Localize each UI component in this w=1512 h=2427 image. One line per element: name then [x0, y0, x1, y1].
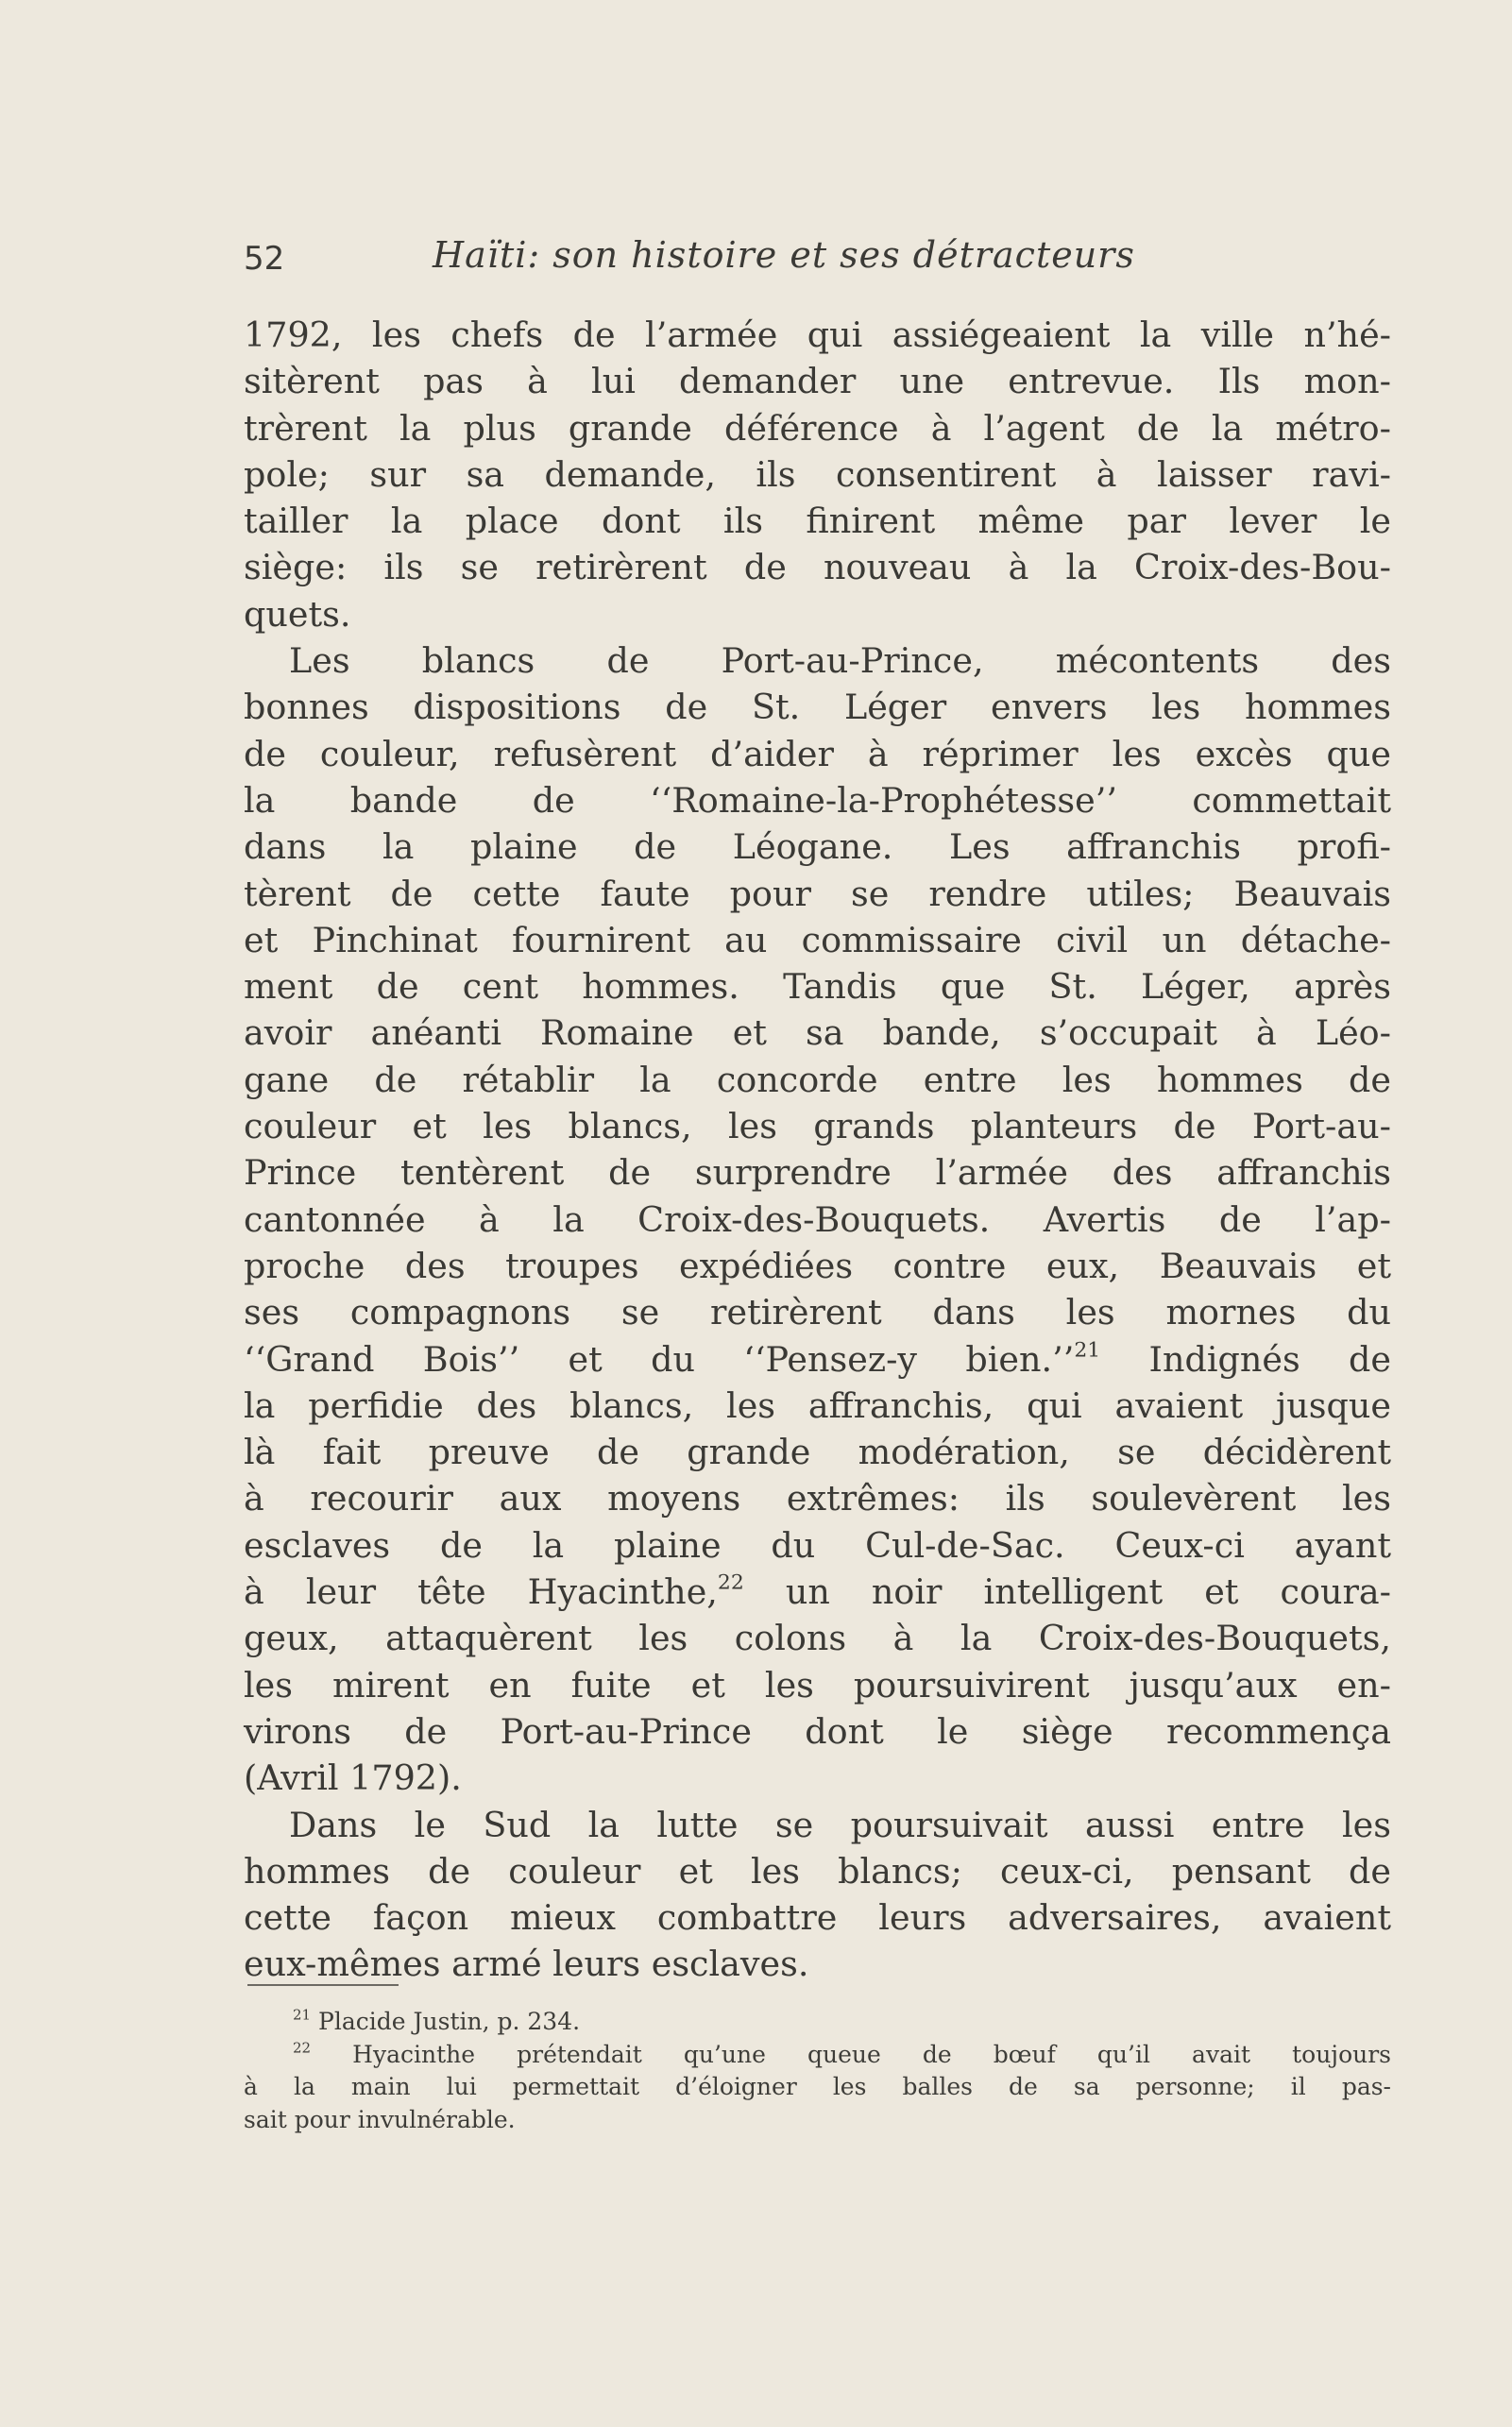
text-line: pole; sur sa demande, ils consentirent à laisser ravi-: [244, 453, 1391, 495]
text-line: tèrent de cette faute pour se rendre utiles; Beauvais: [244, 873, 1391, 914]
footnote-22-line: à la main lui permettait d’éloigner les balles de sa personne; il pas-: [244, 2073, 1391, 2100]
text-fragment: un noir intelligent et coura-: [743, 1571, 1391, 1613]
text-line: esclaves de la plaine du Cul-de-Sac. Ceux-ci ayant: [244, 1524, 1391, 1566]
text-line: Les blancs de Port-au-Prince, mécontents des: [289, 640, 1391, 682]
running-head: [244, 234, 1202, 287]
text-line: proche des troupes expédiées contre eux, Beauvais et: [244, 1245, 1391, 1286]
text-line: (Avril 1792).: [244, 1757, 462, 1799]
text-line: cette façon mieux combattre leurs adversaires, avaient: [244, 1897, 1391, 1939]
text-fragment: à leur tête Hyacinthe,: [244, 1571, 718, 1613]
text-line: hommes de couleur et les blancs; ceux-ci, pensant de: [244, 1850, 1391, 1892]
text-line: virons de Port-au-Prince dont le siège recommença: [244, 1710, 1391, 1752]
text-line: sitèrent pas à lui demander une entrevue. Ils mon-: [244, 361, 1391, 402]
text-fragment: Indignés de: [1100, 1338, 1391, 1380]
text-fragment: ‘‘Grand Bois’’ et du ‘‘Pensez-y bien.’’: [244, 1338, 1075, 1380]
text-line: eux-mêmes armé leurs esclaves.: [244, 1943, 809, 1985]
text-line: les mirent en fuite et les poursuivirent jusqu’aux en-: [244, 1664, 1391, 1706]
text-line: trèrent la plus grande déférence à l’agent de la métro-: [244, 407, 1391, 449]
text-line: là fait preuve de grande modération, se décidèrent: [244, 1432, 1391, 1473]
footnote-22-line: sait pour invulnérable.: [244, 2105, 516, 2133]
footnote-text: Hyacinthe prétendait qu’une queue de bœuf qu’il avait toujours: [311, 2040, 1391, 2068]
text-line-with-note-ref: [244, 1336, 1391, 1383]
text-line: Dans le Sud la lutte se poursuivait aussi entre les: [289, 1804, 1391, 1845]
footnote-22: [244, 2039, 1391, 2072]
text-line: tailler la place dont ils finirent même par lever le: [244, 501, 1391, 542]
text-line: quets.: [244, 593, 351, 635]
text-line: geux, attaquèrent les colons à la Croix-des-Bouquets,: [244, 1618, 1391, 1659]
footnote-21: [244, 2006, 1391, 2039]
footnote-text: Placide Justin, p. 234.: [311, 2008, 581, 2035]
text-line: gane de rétablir la concorde entre les hommes de: [244, 1059, 1391, 1100]
text-line: ment de cent hommes. Tandis que St. Léger, après: [244, 966, 1391, 1008]
text-line: couleur et les blancs, les grands planteurs de Port-au-: [244, 1106, 1391, 1147]
text-line: à recourir aux moyens extrêmes: ils soulevèrent les: [244, 1478, 1391, 1519]
book-title: Haïti: son histoire et ses détracteurs: [433, 234, 1135, 276]
footnote-ref-22: 22: [717, 1570, 744, 1595]
text-line: dans la plaine de Léogane. Les affranchis profi-: [244, 826, 1391, 868]
footnote-marker-22: 22: [293, 2039, 312, 2056]
text-line: Prince tentèrent de surprendre l’armée des affranchis: [244, 1152, 1391, 1194]
page-number: 52: [244, 240, 285, 278]
text-line-with-note-ref: [244, 1569, 1391, 1615]
text-line: 1792, les chefs de l’armée qui assiégeaient la ville n’hé-: [244, 314, 1391, 355]
text-line: bonnes dispositions de St. Léger envers les hommes: [244, 687, 1391, 728]
text-line: ses compagnons se retirèrent dans les mornes du: [244, 1292, 1391, 1333]
footnotes: [244, 2006, 1391, 2136]
text-line: avoir anéanti Romaine et sa bande, s’occupait à Léo-: [244, 1012, 1391, 1054]
footnote-divider: [247, 1984, 399, 1986]
body-text: [244, 312, 1391, 1988]
text-line: la perfidie des blancs, les affranchis, qui avaient jusque: [244, 1384, 1391, 1426]
text-line: siège: ils se retirèrent de nouveau à la Croix-des-Bou-: [244, 547, 1391, 588]
text-line: la bande de ‘‘Romaine-la-Prophétesse’’ commettait: [244, 779, 1391, 821]
text-line: de couleur, refusèrent d’aider à réprimer les excès que: [244, 733, 1391, 774]
text-line: et Pinchinat fournirent au commissaire civil un détache-: [244, 919, 1391, 960]
text-line: cantonnée à la Croix-des-Bouquets. Avertis de l’ap-: [244, 1198, 1391, 1240]
footnote-ref-21: 21: [1074, 1338, 1101, 1363]
footnote-marker-21: 21: [293, 2006, 312, 2024]
